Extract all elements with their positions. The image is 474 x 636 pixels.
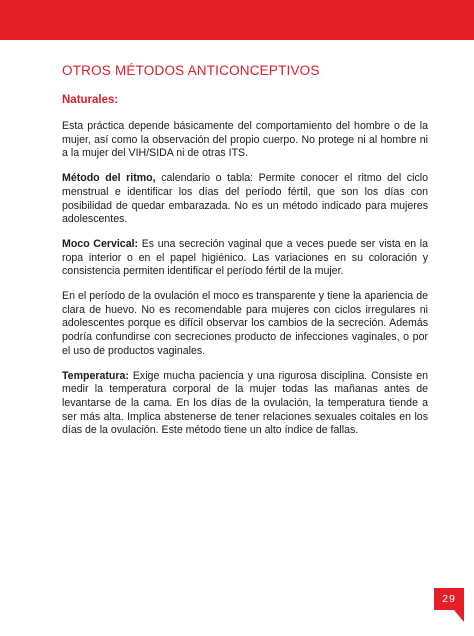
ovulacion-paragraph: En el período de la ovulación el moco es transparente y tiene la apariencia de clara de huevo. No es recomendable para mujeres con ciclos irregulares ni adolescentes porque es difícil observar los cambios de la secreción. Además podría confundirse con secreciones producto de infecciones vaginales, o por el uso de productos vaginales. — [62, 290, 428, 357]
header-band — [0, 0, 474, 40]
moco-paragraph — [62, 238, 428, 279]
page-badge-tail — [454, 610, 464, 622]
temperatura-paragraph — [62, 370, 428, 439]
page-number-badge: 29 — [434, 588, 464, 610]
page-title: OTROS MÉTODOS ANTICONCEPTIVOS — [62, 63, 320, 78]
document-body — [62, 62, 428, 438]
moco-term: Moco Cervical: — [62, 237, 139, 250]
intro-paragraph: Esta práctica depende básicamente del comportamiento del hombre o de la mujer, así como la observación del propio cuerpo. No protege ni al hombre ni a la mujer del VIH/SIDA ni de otras ITS. — [62, 120, 428, 160]
ritmo-paragraph — [62, 172, 428, 227]
ritmo-text: calendario o tabla: Permite conocer el ritmo del ciclo menstrual e identificar los días del período fértil, que son los días con posibilidad de quedar embarazada. No es un método indicado para mujeres adolescentes. — [62, 172, 428, 226]
temperatura-term: Temperatura: — [62, 369, 129, 382]
ritmo-term: Método del ritmo, — [62, 172, 156, 185]
subheading-naturales: Naturales: — [62, 94, 119, 106]
moco-text: Es una secreción vaginal que a veces puede ser vista en la ropa interior o en el papel higiénico. Las variaciones en su coloración y consistencia permiten identificar el período fértil de la mujer. — [62, 237, 428, 278]
temperatura-text: Exige mucha paciencia y una rigurosa disciplina. Consiste en medir la temperatura corporal de la mujer todas las mañanas antes de levantarse de la cama. En los días de la ovulación, la temperatura tiende a ser más alta. Implica abstenerse de tener relaciones sexuales coitales en los días de la ovulación. Este método tiene un alto índice de fallas. — [62, 369, 428, 437]
